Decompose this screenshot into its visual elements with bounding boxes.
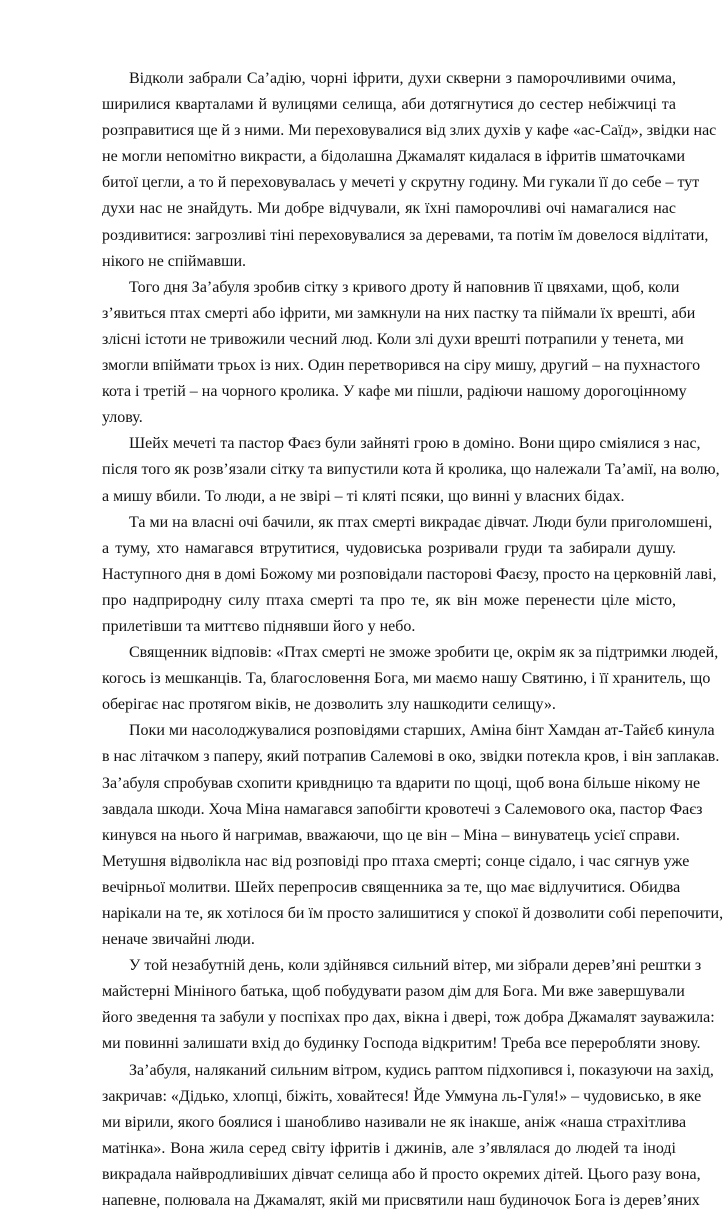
text-line: оберігає нас протягом віків, не дозволить злу нашкодити селищу». [102,696,556,714]
text-line: ми вірили, якого боялися і шанобливо називали не як інакше, аніж «наша страхітлива [102,1113,687,1131]
text-line: Метушня відволікла нас від розповіді про птаха смерті; сонце сідало, і час сягнув уже [102,852,690,870]
text-line: закричав: «Дідько, хлопці, біжіть, ховайтеся! Йде Уммуна ль-Гуля!» – чудовисько, в яке [102,1087,702,1105]
text-line: матінка». Вона жила серед світу іфритів і джинів, але з’являлася до людей та іноді [102,1139,676,1157]
text-line: а мишу вбили. То люди, а не звірі – ті кляті псяки, що винні у власних бідах. [102,487,625,505]
text-line: викрадала найвродливіших дівчат селища або й просто окремих дітей. Цього разу вона, [102,1165,701,1183]
text-line: духи нас не знайдуть. Ми добре відчували, як їхні паморочливі очі намагалися нас [102,200,676,218]
text-line: ми повинні залишати вхід до будинку Господа відкритим! Треба все переробляти знову. [102,1035,701,1053]
paragraph [102,718,724,953]
paragraph [102,431,720,509]
paragraph [102,66,717,275]
text-line: нарікали на те, як хотілося би їм просто залишитися у спокої й дозволити собі перепочити, [102,905,724,922]
text-line: майстерні Мініного батька, щоб побудувати разом дім для Бога. Ми вже завершували [102,983,685,1001]
paragraph [102,953,715,1057]
text-line: За’абуля, наляканий сильним вітром, кудись раптом підхопився і, показуючи на захід, [129,1061,714,1079]
text-line: Та ми на власні очі бачили, як птах смерті викрадає дівчат. Люди були приголомшені, [129,513,713,531]
text-line: прилетівши та миттєво піднявши його у небо. [102,617,416,635]
text-line: кота і третій – на чорного кролика. У кафе ми пішли, радіючи нашому дорогоцінному [102,383,687,401]
text-line: Поки ми насолоджувалися розповідями старших, Аміна бінт Хамдан ат-Тайєб кинула [129,722,715,740]
text-line: У той незабутній день, коли здійнявся сильний вітер, ми зібрали дерев’яні рештки з [129,957,702,975]
document-page [102,66,724,1214]
text-line: змогли впіймати трьох із них. Один перетворився на сіру мишу, другий – на пухнастого [102,357,701,375]
text-line: Священник відповів: «Птах смерті не зможе зробити це, окрім як за підтримки людей, [129,644,719,662]
text-line: про надприродну силу птаха смерті та про те, як він може перенести ціле місто, [102,591,676,609]
text-line: його зведення та забули у поспіхах про дах, вікна і двері, тож добра Джамалят зауважила: [102,1009,715,1027]
text-line: За’абуля спробував схопити кривдницю та вдарити по щоці, щоб вона більше нікому не [102,774,701,792]
text-line: роздивитися: загрозливі тіні переховувалися за деревами, та потім їм довелося відлітати, [102,226,709,244]
text-line: улову. [102,409,143,427]
text-line: злісні істоти не тривожили чесний люд. Коли злі духи врешті потрапили у тенета, ми [102,330,684,348]
text-line: Того дня За’абуля зробив сітку з кривого дроту й наповнив її цвяхами, щоб, коли [129,278,680,296]
text-line: вечірньої молитви. Шейх перепросив священника за те, що має відлучитися. Обидва [102,878,681,896]
text-line: напевне, полювала на Джамалят, якій ми присвятили наш будиночок Бога із дерев’яних [102,1192,700,1210]
text-line: в нас літачком з паперу, який потрапив Салемові в око, звідки потекла кров, і він заплакав. [102,748,720,766]
text-line: Наступного дня в домі Божому ми розповідали пасторові Фаєзу, просто на церковній лаві, [102,565,717,583]
text-line: битої цегли, а то й переховувалась у мечеті у скрутну годину. Ми гукали її до себе – тут [102,174,700,192]
text-line: кинувся на нього й нагримав, вважаючи, що це він – Міна – винуватець усієї справи. [102,826,680,844]
paragraph [102,510,717,640]
text-line: нікого не спіймавши. [102,252,247,270]
text-line: Шейх мечеті та пастор Фаєз були зайняті грою в доміно. Вони щиро сміялися з нас, [129,435,701,453]
paragraph [102,1058,714,1214]
text-line: неначе звичайні люди. [102,931,255,949]
text-line: ширилися кварталами й вулицями селища, аби дотягнутися до сестер небіжчиці та [102,96,676,114]
text-line: а туму, хто намагався втрутитися, чудовиська розривали груди та забирали душу. [102,539,676,557]
text-line: не могли непомітно викрасти, а бідолашна Джамалят кидалася в іфритів шматочками [102,148,686,166]
text-line: після того як розв’язали сітку та випустили кота й кролика, що належали Та’амії, на волю, [102,461,720,479]
paragraph [102,275,701,432]
paragraph [102,640,719,718]
text-line: когось із мешканців. Та, благословення Бога, ми маємо нашу Святиню, і її хранитель, що [102,670,711,688]
text-line: розправитися ще й з ними. Ми переховувалися від злих духів у кафе «ас-Саїд», звідки нас [102,122,717,140]
text-line: з’явиться птах смерті або іфрити, ми замкнули на них пастку та піймали їх врешті, аби [102,304,696,322]
text-line: Відколи забрали Са’адію, чорні іфрити, духи скверни з паморочливими очима, [129,70,676,87]
text-line: завдала шкоди. Хоча Міна намагався запобігти кровотечі з Салемового ока, пастор Фаєз [102,800,703,818]
